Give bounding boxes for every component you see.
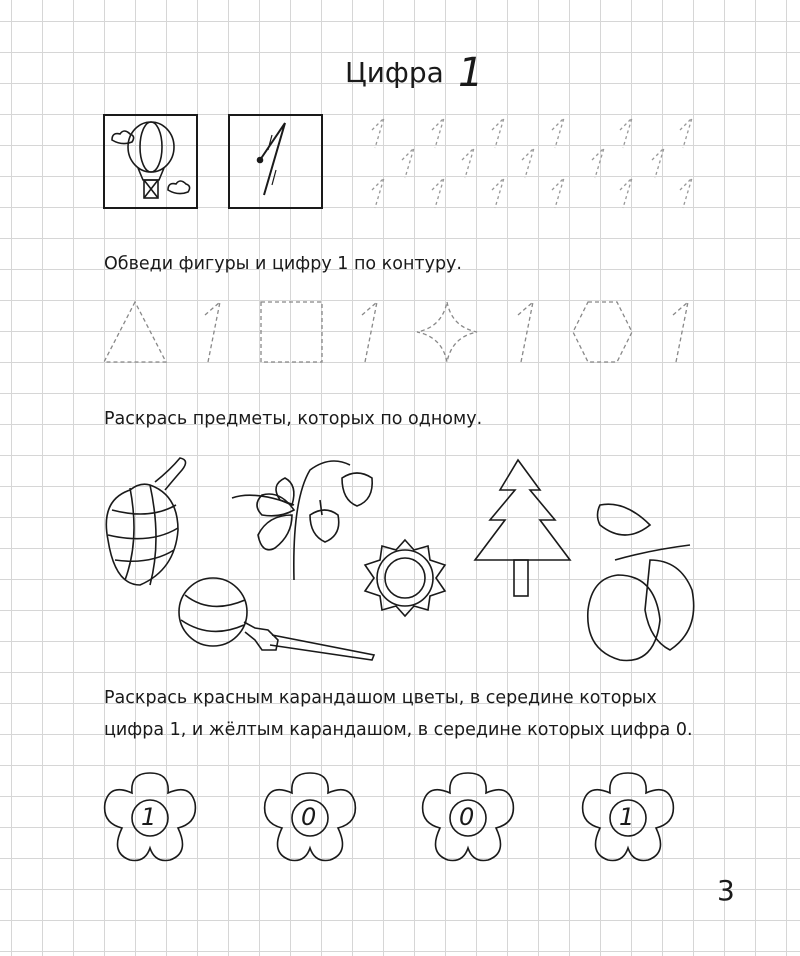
strawberry-icon [342, 473, 372, 506]
cloud-icon [168, 181, 190, 194]
fir-tree [475, 460, 570, 596]
strawberry-plant [232, 461, 372, 580]
title-digit: 1 [458, 50, 484, 96]
instruction-color-flowers-line1: Раскрась красным карандашом цветы, в середине которых [104, 688, 657, 708]
flowers [105, 773, 674, 861]
pine-cone [106, 458, 185, 585]
lollipop [179, 578, 374, 660]
page-title: Цифра [345, 56, 444, 89]
instruction-color-single: Раскрась предметы, которых по одному. [104, 409, 483, 429]
plums [588, 504, 694, 660]
sun [365, 540, 445, 616]
strawberry-icon [310, 510, 339, 542]
digit-stroke-guide [229, 115, 322, 208]
flower-digit: 0 [459, 803, 475, 831]
tracing-shapes [104, 302, 688, 362]
page-number: 3 [717, 874, 735, 907]
triangle-shape [104, 302, 166, 362]
flower-digit: 1 [141, 803, 157, 831]
flower-digit: 0 [301, 803, 317, 831]
star-shape [417, 302, 477, 362]
balloon-picture [104, 115, 197, 208]
flower-digit: 1 [619, 803, 635, 831]
instruction-trace: Обведи фигуры и цифру 1 по контуру. [104, 254, 462, 274]
tracing-ones [372, 118, 692, 208]
instruction-color-flowers-line2: цифра 1, и жёлтым карандашом, в середине которых цифра 0. [104, 720, 693, 740]
square-shape [261, 302, 322, 362]
hexagon-shape [573, 302, 632, 362]
